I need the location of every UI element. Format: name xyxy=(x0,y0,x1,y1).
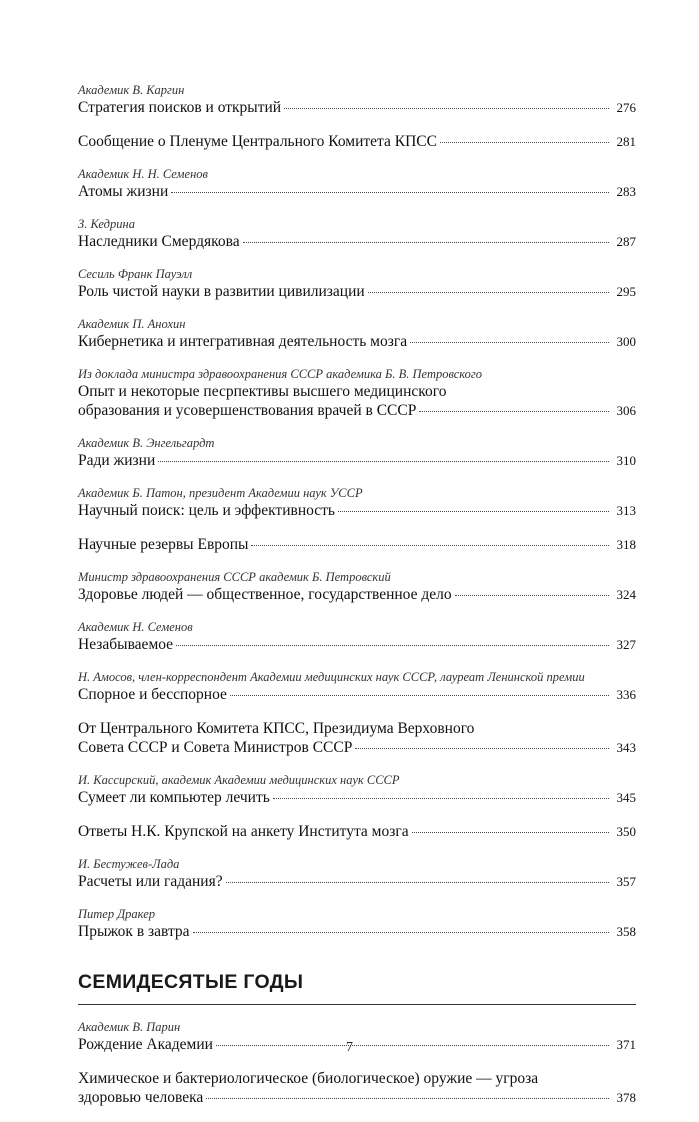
entry-title: Сообщение о Пленуме Центрального Комитета КПСС xyxy=(78,133,437,150)
entry-page-number: 327 xyxy=(616,637,636,652)
entry-title: Кибернетика и интегративная деятельность мозга xyxy=(78,333,408,350)
entry-page-number: 276 xyxy=(616,100,636,115)
section-heading: СЕМИДЕСЯТЫЕ ГОДЫ xyxy=(78,971,636,1005)
entry-author: И. Кассирский, академик Академии медицинских наук СССР xyxy=(78,773,400,787)
toc-entry xyxy=(78,166,636,201)
toc-entry xyxy=(78,619,636,654)
entry-title-line xyxy=(78,401,636,420)
entry-page-number: 378 xyxy=(616,1090,636,1105)
entry-author: Академик П. Анохин xyxy=(78,317,186,331)
section-toc-entries xyxy=(78,1019,636,1107)
toc-entry xyxy=(78,856,636,891)
dot-leader xyxy=(440,141,609,143)
entry-title-line xyxy=(78,282,636,301)
page-number: 7 xyxy=(346,1040,353,1055)
entry-title-line xyxy=(78,585,636,604)
entry-title: Научные резервы Европы xyxy=(78,536,249,553)
entry-page-number: 357 xyxy=(616,874,636,889)
entry-author: Питер Дракер xyxy=(78,907,156,921)
entry-page-number: 313 xyxy=(616,503,636,518)
entry-title: Рождение Академии xyxy=(78,1036,213,1053)
entry-page-number: 324 xyxy=(616,587,636,602)
entry-title-line xyxy=(78,635,636,654)
entry-author: З. Кедрина xyxy=(78,217,135,231)
entry-author: Академик В. Энгельгардт xyxy=(78,436,215,450)
entry-title-line xyxy=(78,1069,636,1088)
dot-leader xyxy=(419,410,609,412)
entry-title-line xyxy=(78,1088,636,1107)
entry-title: Сумеет ли компьютер лечить xyxy=(78,789,270,806)
entry-title: Ответы Н.К. Крупской на анкету Института мозга xyxy=(78,823,409,840)
entry-title: Научный поиск: цель и эффективность xyxy=(78,502,335,519)
entry-author: И. Бестужев-Лада xyxy=(78,857,180,871)
dot-leader xyxy=(355,747,609,749)
toc-entry xyxy=(78,569,636,604)
dot-leader xyxy=(412,831,609,833)
dot-leader xyxy=(176,644,609,646)
toc-entry xyxy=(78,772,636,807)
entry-page-number: 318 xyxy=(616,537,636,552)
dot-leader xyxy=(368,291,609,293)
toc-entry xyxy=(78,535,636,554)
dot-leader xyxy=(158,460,609,462)
entry-page-number: 358 xyxy=(616,924,636,939)
entry-page-number: 287 xyxy=(616,234,636,249)
dot-leader xyxy=(410,341,609,343)
toc-entry xyxy=(78,316,636,351)
dot-leader xyxy=(251,544,609,546)
entry-title-line xyxy=(78,822,636,841)
dot-leader xyxy=(171,191,609,193)
entry-title-line xyxy=(78,501,636,520)
entry-author: Сесиль Франк Пауэлл xyxy=(78,267,193,281)
entry-title: Прыжок в завтра xyxy=(78,923,190,940)
entry-title: Химическое и бактериологическое (биологическое) оружие — угроза xyxy=(78,1070,539,1087)
entry-page-number: 295 xyxy=(616,284,636,299)
dot-leader xyxy=(226,881,609,883)
entry-title-line xyxy=(78,872,636,891)
dot-leader xyxy=(273,797,609,799)
entry-title-line xyxy=(78,182,636,201)
toc-entry xyxy=(78,366,636,420)
toc-entry xyxy=(78,266,636,301)
entry-title-line xyxy=(78,922,636,941)
entry-page-number: 300 xyxy=(616,334,636,349)
entry-page-number: 283 xyxy=(616,184,636,199)
entry-title-line xyxy=(78,332,636,351)
entry-page-number: 281 xyxy=(616,134,636,149)
toc-entry xyxy=(78,822,636,841)
entry-title-line xyxy=(78,788,636,807)
dot-leader xyxy=(455,594,609,596)
entry-title: Наследники Смердякова xyxy=(78,233,240,250)
entry-page-number: 345 xyxy=(616,790,636,805)
entry-page-number: 336 xyxy=(616,687,636,702)
toc-entry xyxy=(78,132,636,151)
toc-entry xyxy=(78,906,636,941)
entry-author: Академик Н. Н. Семенов xyxy=(78,167,208,181)
entry-title-line xyxy=(78,685,636,704)
entry-title: Опыт и некоторые песрпективы высшего медицинского xyxy=(78,383,447,400)
entry-title: Здоровье людей — общественное, государственное дело xyxy=(78,586,452,603)
entry-title: здоровью человека xyxy=(78,1089,204,1106)
entry-title: Стратегия поисков и открытий xyxy=(78,99,282,116)
dot-leader xyxy=(243,241,609,243)
toc-entry xyxy=(78,435,636,470)
entry-page-number: 371 xyxy=(616,1037,636,1052)
entry-page-number: 306 xyxy=(616,403,636,418)
entry-title-line xyxy=(78,98,636,117)
toc-entry xyxy=(78,719,636,757)
entry-title-line xyxy=(78,719,636,738)
dot-leader xyxy=(338,510,609,512)
toc-entry xyxy=(78,216,636,251)
entry-author: Из доклада министра здравоохранения СССР академика Б. В. Петровского xyxy=(78,367,483,381)
toc-entry xyxy=(78,82,636,117)
dot-leader xyxy=(206,1097,609,1099)
entry-author: Академик В. Каргин xyxy=(78,83,185,97)
entry-title-line xyxy=(78,535,636,554)
dot-leader xyxy=(284,107,609,109)
entry-title-line xyxy=(78,132,636,151)
entry-title: Атомы жизни xyxy=(78,183,169,200)
entry-title-line xyxy=(78,738,636,757)
entry-title: образования и усовершенствования врачей в СССР xyxy=(78,402,417,419)
toc-entry xyxy=(78,669,636,704)
table-of-contents xyxy=(78,82,636,1122)
entry-title: Расчеты или гадания? xyxy=(78,873,223,890)
entry-title: Ради жизни xyxy=(78,452,156,469)
dot-leader xyxy=(230,694,609,696)
entry-title-line xyxy=(78,232,636,251)
toc-entries xyxy=(78,82,636,941)
entry-author: Н. Амосов, член-корреспондент Академии медицинских наук СССР, лауреат Ленинской премии xyxy=(78,670,585,684)
toc-entry xyxy=(78,485,636,520)
entry-author: Академик Н. Семенов xyxy=(78,620,193,634)
entry-page-number: 343 xyxy=(616,740,636,755)
entry-title: Незабываемое xyxy=(78,636,174,653)
entry-page-number: 350 xyxy=(616,824,636,839)
entry-author: Академик В. Парин xyxy=(78,1020,181,1034)
entry-title: Роль чистой науки в развитии цивилизации xyxy=(78,283,365,300)
entry-page-number: 310 xyxy=(616,453,636,468)
entry-title: Совета СССР и Совета Министров СССР xyxy=(78,739,353,756)
dot-leader xyxy=(193,931,609,933)
entry-title: Спорное и бесспорное xyxy=(78,686,227,703)
entry-title: От Центрального Комитета КПСС, Президиума Верховного xyxy=(78,720,475,737)
entry-title-line xyxy=(78,451,636,470)
entry-author: Министр здравоохранения СССР академик Б. Петровский xyxy=(78,570,391,584)
toc-entry xyxy=(78,1069,636,1107)
entry-author: Академик Б. Патон, президент Академии наук УССР xyxy=(78,486,363,500)
entry-title-line xyxy=(78,382,636,401)
